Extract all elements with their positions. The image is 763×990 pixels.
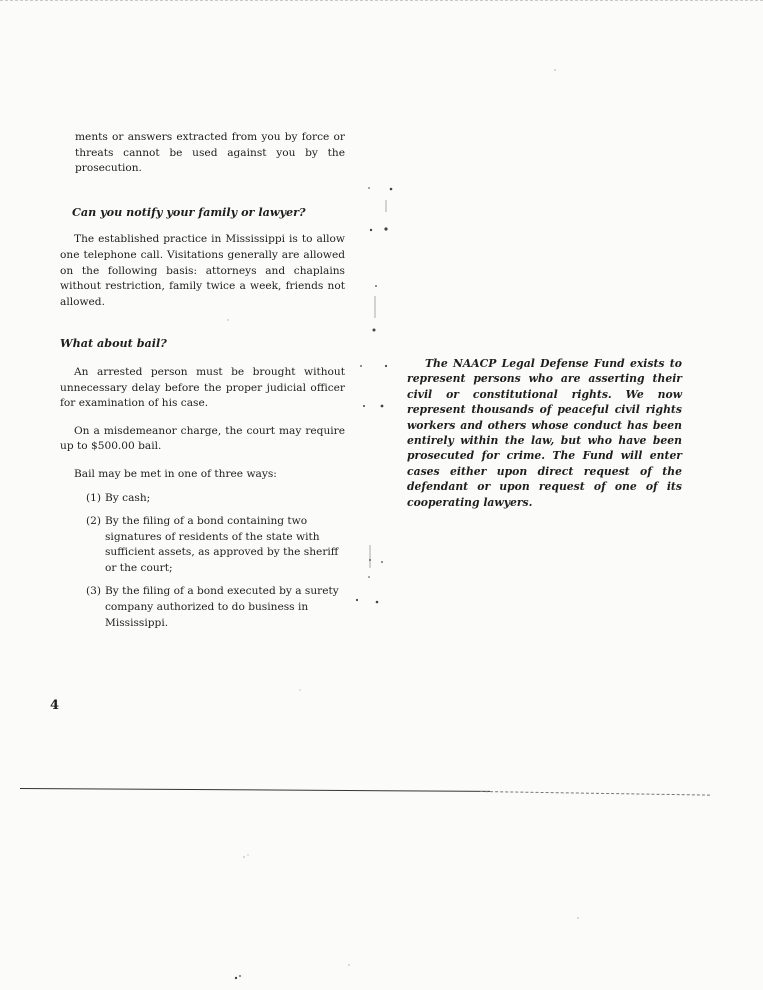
bail-way-text: By the filing of a bond executed by a surety company authorized to do business in Mississippi. xyxy=(105,585,339,629)
bail-ways-list xyxy=(60,491,345,632)
opening-paragraph: ments or answers extracted from you by force or threats cannot be used against you by the prosecution. xyxy=(75,131,345,175)
bail-way-item xyxy=(60,514,345,576)
bail-heading: What about bail? xyxy=(60,336,167,351)
scan-rule-line-faint xyxy=(480,791,710,796)
bail-way-text: By cash; xyxy=(105,491,151,504)
family-paragraph: The established practice in Mississippi is to allow one telephone call. Visitations generally are allowed on the following basis: attorneys and chaplains without restriction, family twice a week, friends not allowed. xyxy=(60,233,345,308)
bail-way-item xyxy=(60,491,345,507)
legal-defense-fund-paragraph: The NAACP Legal Defense Fund exists to represent persons who are asserting their civil or constitutional rights. We now represent thousands of peaceful civil rights workers and others whose conduct has been entirely within the law, but who have been prosecuted for crime. The Fund will enter cases either upon direct request of the defendant or upon request of one of its cooperating lawyers. xyxy=(407,357,682,509)
bail-way-number: (3) xyxy=(86,585,102,598)
bail-paragraph-2: On a misdemeanor charge, the court may require up to $500.00 bail. xyxy=(60,424,345,453)
bail-paragraph-1: An arrested person must be brought without unnecessary delay before the proper judicial officer for examination of his case. xyxy=(60,365,345,410)
scan-top-edge xyxy=(0,0,763,4)
right-column xyxy=(407,356,682,510)
left-column xyxy=(60,130,345,639)
scan-rule-line xyxy=(20,788,490,792)
bail-way-number: (1) xyxy=(86,491,102,504)
bail-way-item xyxy=(60,584,345,631)
bail-intro: Bail may be met in one of three ways: xyxy=(74,467,277,480)
bail-way-text: By the filing of a bond containing two signatures of residents of the state with sufficient assets, as approved by the sheriff or the court; xyxy=(105,515,339,574)
family-heading: Can you notify your family or lawyer? xyxy=(72,204,306,219)
bail-way-number: (2) xyxy=(86,515,102,528)
page-number: 4 xyxy=(50,698,60,713)
